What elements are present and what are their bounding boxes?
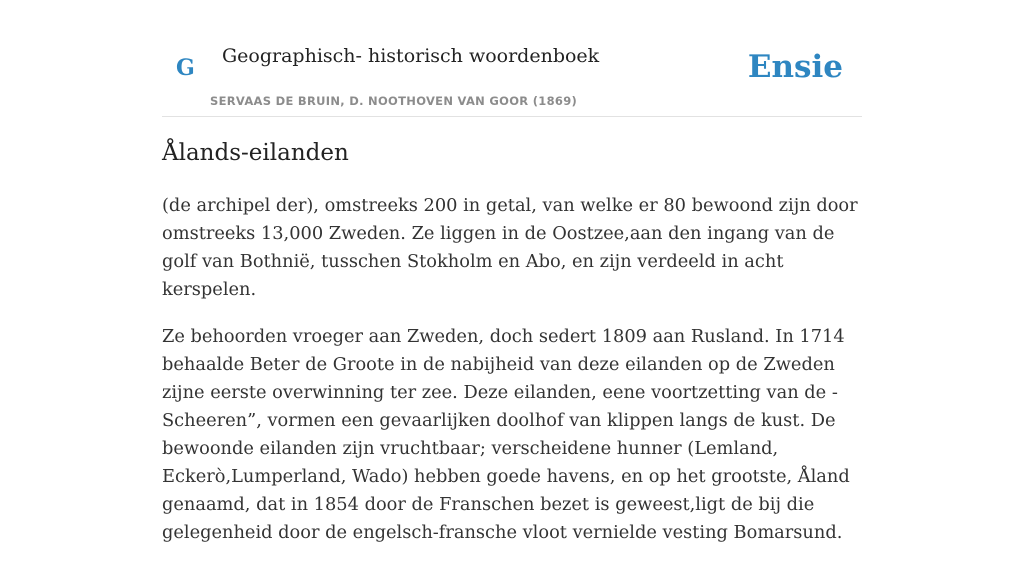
book-logo-icon[interactable]: G: [176, 55, 195, 81]
entry-body: [162, 192, 862, 566]
entry-paragraph: Ze behoorden vroeger aan Zweden, doch sedert 1809 aan Rusland. In 1714 behaalde Beter de Groote in de nabijheid van deze eilanden op de Zweden zijne eerste overwinning ter zee. Deze eilanden, eene voortzetting van de -Scheeren”, vormen een gevaarlijken doolhof van klippen langs de kust. De bewoonde eilanden zijn vruchtbaar; verscheidene hunner (Lemland, Eckerò,Lumperland, Wado) hebben goede havens, en op het grootste, Åland genaamd, dat in 1854 door de Franschen bezet is geweest,ligt de bij die gelegenheid door de engelsch-fransche vloot vernielde vesting Bomarsund.: [162, 326, 850, 543]
page-container: [162, 0, 862, 543]
header: [162, 0, 862, 117]
book-title-link[interactable]: Geographisch- historisch woordenboek: [222, 45, 600, 67]
book-authors: SERVAAS DE BRUIN, D. NOOTHOVEN VAN GOOR (1869): [210, 94, 578, 108]
entry-paragraph: (de archipel der), omstreeks 200 in getal, van welke er 80 bewoond zijn door omstreeks 13,000 Zweden. Ze liggen in de Oostzee,aan den ingang van de golf van Bothnië, tusschen Stokholm en Abo, en zijn verdeeld in acht kerspelen.: [162, 195, 858, 300]
ensie-logo[interactable]: Ensie: [747, 49, 843, 85]
entry-title: Ålands-eilanden: [162, 140, 349, 166]
